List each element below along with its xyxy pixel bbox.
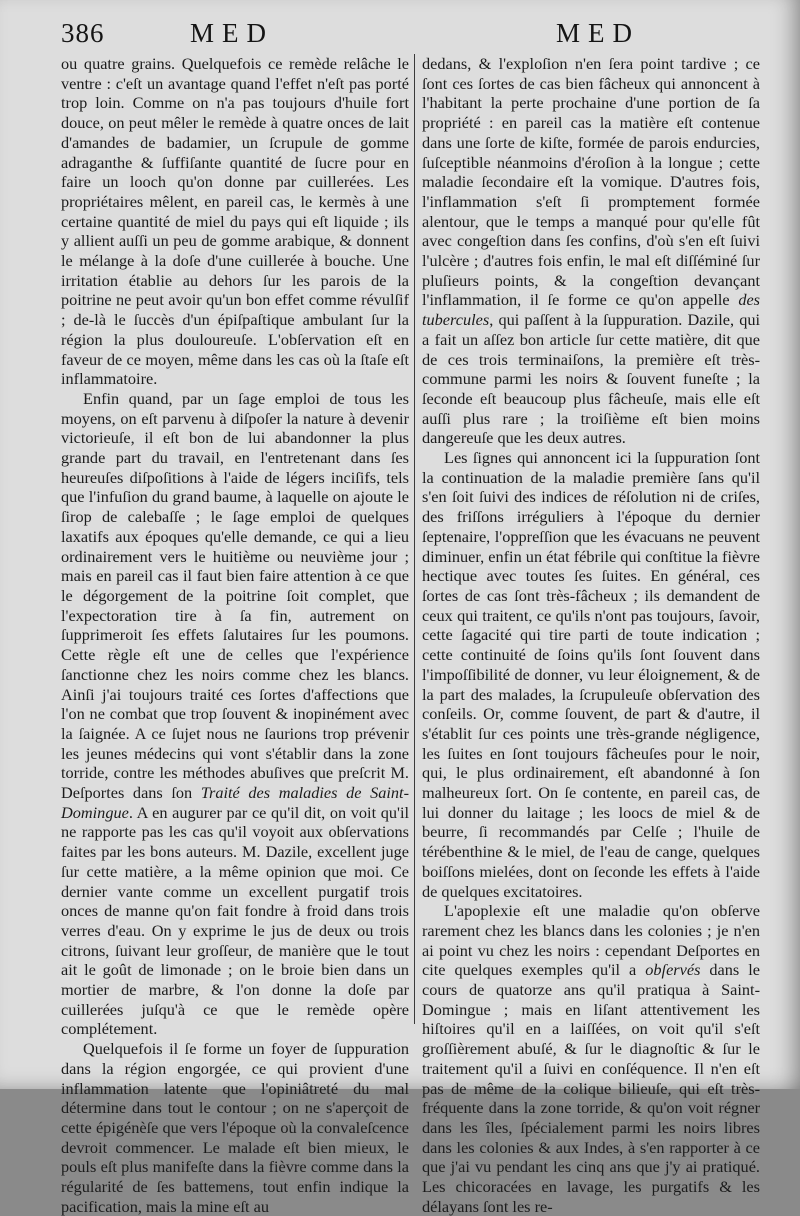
- right-column: [422, 54, 760, 1216]
- right-paragraph-3-text-b: dans le cours de quatorze ans qu'il pratiqua à Saint-Domingue ; mais en liſant attentivement les hiſtoires qu'il en a laiſſées, on voit qu'il s'eſt groſſièrement abuſé, & ſur le diagnoſtic & ſur le traitement qu'il a ſuivi en conſéquence. Il n'en eſt pas de même de la colique bilieuſe, qui eſt très-fréquente dans la zone torride, & qu'on voit régner dans les îles, ſpécialement parmi les noirs libres dans les colonies & aux Indes, à s'en rapporter à ce que j'ai vu pendant les cinq ans que j'y ai pratiqué. Les chicoracées en lavage, les purgatifs & les délayans ſont les re-: [422, 960, 760, 1216]
- left-paragraph-2-text-a: Enfin quand, par un ſage emploi de tous les moyens, on eſt parvenu à diſpoſer la nature à devenir victorieuſe, il eſt bon de lui abandonner la plus grande part du travail, en l'entretenant dans ſes heureuſes diſpoſitions à l'aide de légers inciſifs, tels que l'infuſion du grand baume, à laquelle on ajoute le ſirop de calebaſſe ; le ſage emploi de quelques laxatifs aux époques qu'elle demande, ce qui a lieu ordinairement vers le huitième ou neuvième jour ; mais en pareil cas il faut bien faire attention à ce que le dégorgement de la poitrine ſoit complet, que l'expectoration tire à ſa fin, autrement on ſupprimeroit ſes effets ſalutaires ſur les poumons. Cette règle eſt une de celles que l'expérience ſanctionne chez les noirs comme chez les blancs. Ainſi j'ai toujours traité ces ſortes d'affections que l'on ne combat que trop ſouvent & inopinément avec la ſaignée. A ce ſujet nous ne ſaurions trop prévenir les jeunes médecins qui vont s'établir dans la zone torride, contre les méthodes abuſives que preſcrit M. Deſportes dans ſon: [61, 388, 409, 803]
- right-paragraph-2: Les ſignes qui annoncent ici la ſuppuration ſont la continuation de la maladie première ſans qu'il s'en ſoit ſuivi des indices de réſolution ni de criſes, des friſſons irréguliers à l'époque du dernier ſeptenaire, l'oppreſſion que les évacuans ne peuvent diminuer, enfin un état fébrile qui conſtitue la fièvre hectique avec toutes ſes ſuites. En général, ces ſortes de cas ſont très-fâcheux ; ils demandent de ceux qui traitent, ce qu'ils n'ont pas toujours, ſavoir, cette ſagacité qui tire parti de toute indication ; cette continuité de ſoins qu'ils ſont ſouvent dans l'impoſſibilité de donner, vu leur éloignement, & de la part des malades, la ſcrupuleuſe obſervation des conſeils. Or, comme ſouvent, de part & d'autre, il s'établit ſur ces points une très-grande négligence, les ſuites en ſont toujours fâcheuſes pour le noir, qui, le plus ordinairement, eſt abandonné à ſon malheureux ſort. On ſe contente, en pareil cas, de lui donner du laitage ; les loocs de miel & de beurre, ſi recommandés par Celſe ; l'huile de térébenthine & le miel, de l'eau de cange, quelques boiſſons mielées, dont on ſeconde les effets à l'aide de quelques excitatoires.: [422, 448, 760, 901]
- right-paragraph-1: [422, 54, 760, 448]
- left-paragraph-2-text-b: . A en augurer par ce qu'il dit, on voit qu'il ne rapporte pas les cas qu'il voyoit aux obſervations faites par les bons auteurs. M. Dazile, excellent juge ſur cette matière, a la même opinion que moi. Ce dernier vante comme un excellent purgatif trois onces de manne qu'on fait fondre à froid dans trois verres d'eau. On y exprime le jus de deux ou trois citrons, ſuivant leur groſſeur, de manière que le tout ait le goût de limonade ; on le broie bien dans un mortier de marbre, & l'on donne la doſe par cuillerées juſqu'à ce que le remède opère complétement.: [61, 802, 409, 1039]
- cited-title: Traité des maladies de Saint-Domingue: [61, 783, 410, 822]
- running-head-right: MED: [556, 18, 640, 48]
- page-header: [0, 18, 800, 50]
- left-column: [61, 54, 409, 1216]
- right-paragraph-1-text-b: , qui paſſent à la ſuppuration. Dazile, qui a fait un aſſez bon article ſur cette matière, dit que de ces trois terminaiſons, la première eſt très-commune parmi les noirs & ſouvent funeſte ; la ſeconde eſt beaucoup plus fâcheuſe, mais elle eſt auſſi plus rare ; la troiſième eſt bien moins dangereuſe que les deux autres.: [422, 310, 760, 448]
- left-paragraph-1: ou quatre grains. Quelquefois ce remède relâche le ventre : c'eſt un avantage quand l'effet n'eſt pas porté trop loin. Comme on n'a pas toujours d'huile fort douce, on peut mêler le remède à quatre onces de lait d'amandes de badamier, un ſcrupule de gomme adraganthe & ſuffiſante quantité de ſucre pour en faire un looch qu'on donne par cuillerées. Les propriétaires mêlent, en pareil cas, le kermès à une certaine quantité de miel du pays qui eſt liquide ; ils y allient auſſi un peu de gomme arabique, & donnent le mélange à la doſe d'une cuillerée à bouche. Une irritation établie au dehors ſur les parois de la poitrine ne peut avoir qu'un bon effet comme révulſif ; de-là le ſuccès d'un épiſpaſtique ambulant ſur la région la plus douloureuſe. L'obſervation eſt en faveur de ce moyen, même dans les cas où la ſtaſe eſt inflammatoire.: [61, 54, 409, 389]
- right-paragraph-3-text-a: L'apoplexie eſt une maladie qu'on obſerve rarement chez les blancs dans les colonies ; je n'en ai point vu chez les noirs : cependant Deſportes en cite quelques exemples qu'il a: [422, 901, 760, 980]
- column-divider: [414, 54, 415, 1024]
- left-paragraph-2: [61, 389, 409, 1039]
- right-paragraph-3: [422, 901, 760, 1216]
- page-number: 386: [61, 18, 105, 48]
- italic-term-2: obſervés: [645, 960, 701, 980]
- italic-term: des tubercules: [422, 290, 761, 330]
- right-paragraph-1-text-a: dedans, & l'exploſion n'en ſera point tardive ; ce ſont ces ſortes de cas bien fâcheux qui annoncent à l'habitant la perte prochaine d'une portion de ſa propriété : en pareil cas la matière eſt contenue dans une ſorte de kiſte, formée de parois endurcies, ſuſceptible néanmoins d'éroſion à la longue ; cette maladie ſecondaire eſt la vomique. D'autres fois, l'inflammation s'eſt ſi promptement formée alentour, que le temps a manqué pour qu'elle fût avec congeſtion dans ſes confins, d'où s'en eſt ſuivi l'ulcère ; d'autres fois enfin, le mal eſt diſſéminé ſur pluſieurs points, & la congeſtion devançant l'inflammation, il ſe forme ce qu'on appelle: [422, 54, 760, 310]
- left-paragraph-3: Quelquefois il ſe forme un foyer de ſuppuration dans la région engorgée, ce qui provient d'une inflammation latente que l'opiniâtreté du mal détermine dans tout le contour ; on ne s'aperçoit de cette épigénèſe que vers l'époque où la convaleſcence devroit commencer. Le malade eſt bien mieux, le pouls eſt plus manifeſte dans la fièvre comme dans la régularité de ſes battemens, tout enfin indique la pacification, mais la mine eſt au: [61, 1039, 409, 1216]
- running-head-left: MED: [190, 18, 274, 48]
